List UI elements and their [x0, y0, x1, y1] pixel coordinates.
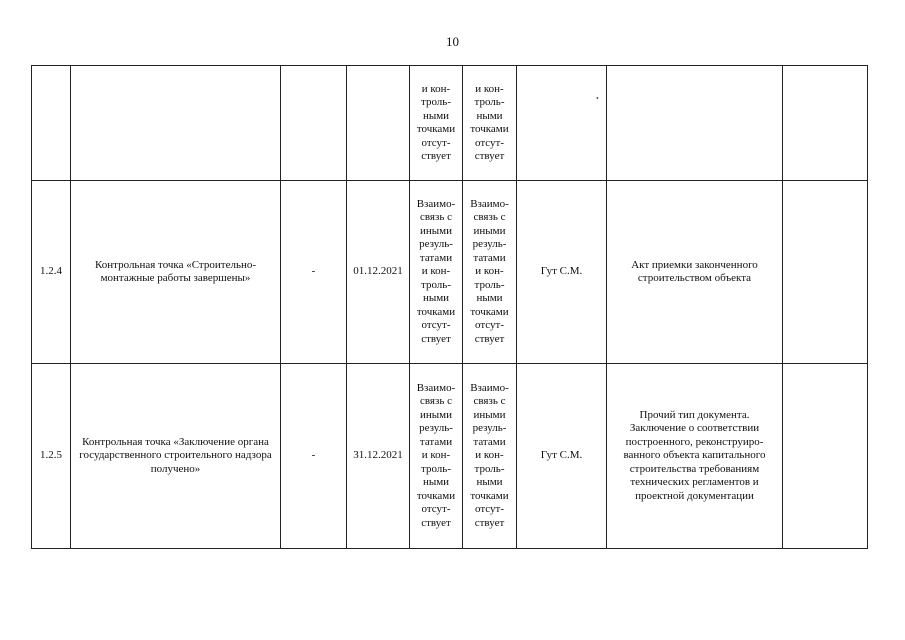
relation-line: отсут- — [421, 136, 451, 149]
relation-line: Взаимо- — [416, 197, 456, 210]
cell-dash: - — [281, 181, 347, 364]
relation-line: троль- — [474, 278, 505, 291]
cell-title: Контрольная точка «Заключение органа государственного строительного надзора получено» — [71, 364, 281, 549]
document-line: построенного, реконструиро- — [625, 435, 764, 448]
cell-person: Гут С.М. — [517, 181, 607, 364]
relation-line: и кон- — [421, 265, 451, 278]
relation-line: Взаимо- — [470, 381, 509, 394]
relation-line: Взаимо- — [470, 197, 509, 210]
document-line: строительством объекта — [637, 272, 752, 284]
relation-line: точками — [416, 305, 456, 318]
relation-line: связь с — [473, 395, 506, 408]
relation-line: и кон- — [475, 265, 504, 278]
cell-date: 31.12.2021 — [347, 364, 410, 549]
relation-line: связь с — [473, 211, 506, 224]
relation-line: и кон- — [475, 82, 504, 95]
cell-person: Гут С.М. — [517, 364, 607, 549]
cell-date — [347, 66, 410, 181]
relation-line: отсут- — [474, 319, 504, 332]
relation-line: резуль- — [472, 422, 507, 435]
cell-dash: - — [281, 364, 347, 549]
cell-document — [607, 181, 783, 364]
cell-relation-b — [463, 364, 517, 549]
relation-line: отсут- — [421, 503, 451, 516]
relation-line: точками — [470, 489, 509, 502]
relation-line: отсут- — [474, 503, 504, 516]
cell-document — [607, 66, 783, 181]
document-line: Прочий тип документа. — [639, 408, 750, 421]
relation-line: резуль- — [419, 422, 453, 435]
cell-relation-a — [410, 364, 463, 549]
cell-person — [517, 66, 607, 181]
relation-line: связь с — [420, 211, 452, 224]
cell-date: 01.12.2021 — [347, 181, 410, 364]
table-row — [32, 364, 868, 549]
cell-document — [607, 364, 783, 549]
relation-line: и кон- — [421, 82, 451, 95]
relation-line: точками — [470, 123, 509, 135]
table-row — [32, 181, 868, 364]
relation-line: ствует — [474, 332, 505, 345]
relation-line: татами — [419, 435, 453, 448]
relation-line: ствует — [474, 150, 505, 162]
relation-line: точками — [416, 489, 456, 502]
document-line: проектной документации — [635, 489, 754, 502]
cell-relation-a — [410, 66, 463, 181]
cell-number — [32, 66, 71, 181]
relation-line: ными — [422, 476, 450, 489]
relation-line: Взаимо- — [416, 381, 456, 394]
relation-line: ствует — [421, 150, 451, 162]
page-number: 10 — [446, 34, 459, 49]
cell-relation-b — [463, 181, 517, 364]
relation-line: троль- — [421, 462, 451, 475]
relation-line: троль- — [421, 96, 451, 108]
relation-line: ствует — [474, 516, 505, 529]
relation-line: иными — [419, 224, 452, 237]
document-line: Акт приемки законченного — [631, 258, 758, 271]
cell-empty — [783, 181, 868, 364]
scan-speck: • — [596, 94, 599, 103]
cell-title — [71, 66, 281, 181]
relation-line: отсут- — [421, 319, 451, 332]
relation-line: резуль- — [419, 238, 453, 251]
relation-line: ствует — [421, 332, 451, 345]
document-line: технических регламентов и — [630, 476, 759, 489]
relation-line: иными — [419, 408, 452, 421]
relation-line: точками — [470, 305, 509, 318]
document-line: Заключение о соответствии — [629, 422, 760, 435]
cell-empty — [783, 364, 868, 549]
relation-line: ными — [476, 476, 503, 489]
cell-relation-b — [463, 66, 517, 181]
relation-line: татами — [419, 251, 453, 264]
relation-line: связь с — [420, 395, 452, 408]
document-line: строительства требованиям — [629, 462, 760, 475]
relation-line: ными — [476, 109, 503, 122]
relation-line: отсут- — [474, 136, 504, 149]
relation-line: резуль- — [472, 238, 507, 251]
cell-number: 1.2.4 — [32, 181, 71, 364]
control-points-table — [31, 65, 868, 549]
relation-line: иными — [473, 224, 506, 237]
relation-line: точками — [416, 123, 456, 135]
relation-line: троль- — [474, 96, 505, 108]
relation-line: ными — [422, 292, 450, 305]
document-line: ванного объекта капитального — [623, 449, 766, 462]
cell-empty — [783, 66, 868, 181]
relation-line: ными — [476, 292, 503, 305]
relation-line: татами — [473, 251, 506, 264]
relation-line: троль- — [474, 462, 505, 475]
cell-relation-a — [410, 181, 463, 364]
relation-line: ствует — [421, 516, 451, 529]
cell-dash — [281, 66, 347, 181]
relation-line: троль- — [421, 278, 451, 291]
relation-line: татами — [473, 435, 506, 448]
relation-line: и кон- — [421, 449, 451, 462]
cell-number: 1.2.5 — [32, 364, 71, 549]
cell-title: Контрольная точка «Строительно-монтажные работы завершены» — [71, 181, 281, 364]
table-row — [32, 66, 868, 181]
relation-line: иными — [473, 408, 506, 421]
relation-line: и кон- — [475, 449, 504, 462]
relation-line: ными — [422, 109, 450, 122]
